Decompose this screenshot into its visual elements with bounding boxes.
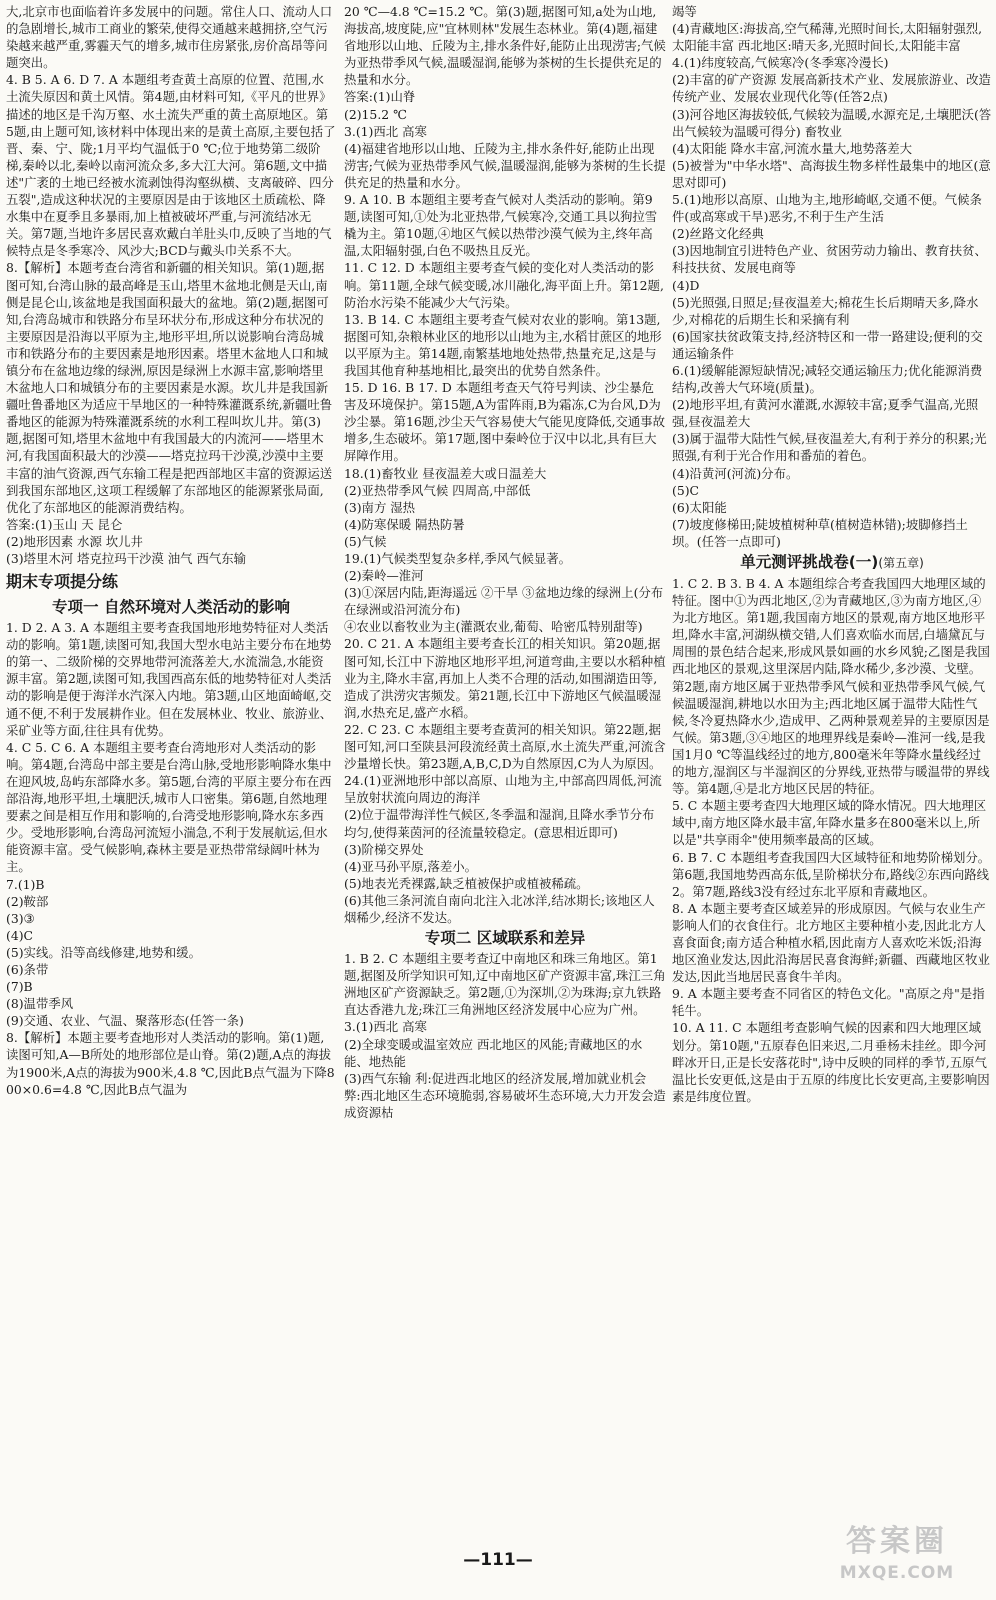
answer-line: (5)气候 (344, 533, 387, 549)
subsection-heading: 专项一 自然环境对人类活动的影响 (52, 598, 290, 617)
answer-paragraph: 6. B 7. C 本题组考查我国四大区域特征和地势阶梯划分。第6题,我国地势西高东低,呈阶梯状分布,路线②东西向路线2。第7题,路线3没有经过东北平原和青藏地区。 (672, 849, 991, 899)
answer-line: (6)太阳能 (672, 499, 727, 515)
column-right (672, 3, 992, 1543)
answer-line: 5.(1)地形以高原、山地为主,地形崎岖,交通不便。气候条件(或高寒或干旱)恶劣,不利于生产生活 (672, 192, 982, 225)
answer-line: (4)C (6, 927, 34, 943)
answer-line: (3)③ (6, 910, 35, 926)
column-middle (344, 3, 666, 1543)
unit-test-chapter: (第五章) (878, 556, 924, 570)
column-left (6, 3, 336, 1543)
answer-paragraph: 22. C 23. C 本题组主要考查黄河的相关知识。第22题,据图可知,河口至陕县河段流经黄土高原,水土流失严重,河流含沙量增长快。第23题,A,B,C,D为自然原因,C为人为原因。 (344, 721, 666, 772)
watermark-text: 答案圈 (846, 1524, 948, 1559)
answer-line: (3)塔里木河 塔克拉玛干沙漠 油气 西气东输 (6, 551, 247, 566)
answer-paragraph: 1. D 2. A 3. A 本题组主要考查我国地形地势特征对人类活动的影响。第1题,读图可知,我国大型水电站主要分布在地势的第一、二级阶梯的交界地带河流落差大,水流湍急,水能资源丰富。第2题,读图可知,我国西高东低的地势特征对人类活动的影响是便于海洋水汽深入内地。第3题,山区地面崎岖,交通不便,不利于发展耕作业。但在发展林业、牧业、旅游业、采矿业等方面,往往具有优势。 (6, 620, 333, 738)
answer-line: 19.(1)气候类型复杂多样,季风气候显著。 (344, 551, 572, 566)
answer-paragraph: 10. A 11. C 本题组考查影响气候的因素和四大地理区域划分。第10题,"五原春色旧来迟,二月垂杨未挂丝。即今河畔冰开日,正是长安落花时",诗中反映的同样的季节,五原气温比长安更低,这是由于五原的纬度比长安更高,主要影响因素是纬度位置。 (672, 1020, 990, 1104)
answer-line: (3)南方 湿热 (344, 499, 416, 515)
subsection-heading: 专项二 区域联系和差异 (424, 929, 586, 948)
watermark-url: MXQE.COM (839, 1563, 955, 1583)
answer-line: (5)实线。沿等高线修建,地势和缓。 (6, 944, 201, 960)
answer-line: (2)15.2 ℃ (344, 106, 407, 122)
answer-line: 7.(1)B (6, 876, 45, 892)
answer-line: 4.(1)纬度较高,气候寒冷(冬季寒冷漫长) (672, 55, 889, 71)
paragraph: 20 ℃—4.8 ℃=15.2 ℃。第(3)题,据图可知,a处为山地,海拔高,坡度陡,应"宜林则林"发展生态林业。第(4)题,福建省地形以山地、丘陵为主,排水条件好,能防止出现涝害;气候为亚热带季风气候,温暖湿润,能够为茶树的生长提供充足的热量和水分。 (344, 4, 666, 88)
answer-paragraph: 15. D 16. B 17. D 本题组考查天气符号判读、沙尘暴危害及环境保护。第15题,A为雷阵雨,B为霜冻,C为台风,D为沙尘暴。第16题,沙尘天气容易使大气能见度降低,交通事故增多,生态破坏。第17题,图中秦岭位于汉中以北,具有巨大屏障作用。 (344, 380, 666, 464)
answer-line: (7)B (6, 979, 33, 995)
answer-line: (2)秦岭—淮河 (344, 568, 424, 584)
answer-line: (2)丝路文化经典 (672, 226, 764, 242)
analysis-paragraph: 8.【解析】本题主要考查地形对人类活动的影响。第(1)题,读图可知,A—B所处的地形部位是山脊。第(2)题,A点的海拔为1900米,A点的海拔为900米,4.8 ℃,因此B点气温为下降800×0.6=4.8 ℃,因此B点气温为 (6, 1030, 335, 1097)
answer-line: 答案:(1)山脊 (344, 89, 416, 105)
answer-line: (4)福建省地形以山地、丘陵为主,排水条件好,能防止出现涝害;气候为亚热带季风气候,温暖湿润,能够为茶树的生长提供充足的热量和水分。 (344, 140, 666, 190)
answer-line: (5)C (672, 482, 700, 498)
answer-paragraph: 4. C 5. C 6. A 本题组主要考查台湾地形对人类活动的影响。第4题,台湾岛中部主要是台湾山脉,受地形影响降水集中在迎风坡,岛屿东部降水多。第5题,台湾的平原主要分布在西部沿海,地形平坦,土壤肥沃,城市人口密集。第6题,自然地理要素之间是相互作用和影响的,台湾受地形影响,降水东多西少。受地形影响,台湾岛河流短小湍急,不利于发展航运,但水能资源丰富。受气候影响,森林主要是亚热带常绿阔叶林为主。 (6, 739, 332, 875)
answer-line: 6.(1)缓解能源短缺情况;减轻交通运输压力;优化能源消费结构,改善大气环境(质量)。 (672, 362, 983, 396)
answer-line: (4)D (672, 277, 700, 293)
answer-line: (2)全球变暖或温室效应 西北地区的风能;青藏地区的水能、地热能 (344, 1036, 643, 1069)
answer-line: (2)位于温带海洋性气候区,冬季温和湿润,且降水季节分布均匀,使得莱茵河的径流量较稳定。(意思相近即可) (344, 807, 655, 840)
answer-line: (5)被誉为"中华水塔"、高海拔生物多样性最集中的地区(意思对即可) (672, 157, 991, 190)
answer-paragraph: 1. B 2. C 本题组主要考查辽中南地区和珠三角地区。第1题,据图及所学知识可知,辽中南地区矿产资源丰富,珠江三角洲地区矿产资源缺乏。第2题,①为深圳,②为珠海;京九铁路直达香港九龙;珠江三角洲地区经济发展中心应为广州。 (344, 951, 666, 1018)
answer-paragraph: 9. A 10. B 本题组主要考查气候对人类活动的影响。第9题,读图可知,①处为北亚热带,气候寒冷,交通工具以狗拉雪橇为主。第10题,④地区气候以热带沙漠气候为主,终年高温,太阳辐射强,白色不吸热且反光。 (344, 192, 658, 259)
analysis-paragraph: 8.【解析】本题考查台湾省和新疆的相关知识。第(1)题,据图可知,台湾山脉的最高峰是玉山,塔里木盆地北侧是天山,南侧是昆仑山,该盆地是我国面积最大的盆地。第(2)题,据图可知,台湾岛城市和铁路分布呈环状分布,形成这种分布状况的主要原因是沿海以平原为主,地形平坦,所以说影响台湾岛城市和铁路分布的主要因素是地形因素。塔里木盆地人口和城镇分布在盆地边缘的绿洲,原因是绿洲上水源丰富,影响塔里木盆地人口和城镇分布的主要因素是水源。坎儿井是我国新疆吐鲁番地区为适应干旱地区的一种特殊灌溉系统,新疆吐鲁番地区的能源为特殊灌溉系统的水利工程叫坎儿井。第(3)题,据图可知,塔里木盆地中有我国最大的内流河——塔里木河,有我国面积最大的沙漠——塔克拉玛干沙漠,沙漠中主要丰富的油气资源,西气东输工程是把西部地区丰富的资源运送到我国东部地区,这项工程缓解了东部地区的能源紧张局面,优化了东部地区的能源消费结构。 (6, 260, 333, 515)
page-number: —111— (463, 1550, 533, 1570)
answer-paragraph: 4. B 5. A 6. D 7. A 本题组考查黄土高原的位置、范围,水土流失原因和黄土风情。第4题,由材料可知,《平凡的世界》描述的地区是千沟万壑、水土流失严重的黄土高原地区。第5题,由上题可知,该材料中体现出来的是黄土高原,主要包括了晋、秦、宁、陇;1月平均气温低于0 ℃;位于地势第二级阶梯,秦岭以北,秦岭以南河流众多,多大江大河。第6题,文中描述"广袤的土地已经被水流剥蚀得沟壑纵横、支离破碎、四分五裂",造成这种状况的主要原因是由于该地区土质疏松、降水集中在夏季且多暴雨,加上植被破坏严重,与河流结冰无关。第7题,当地许多居民喜欢戴白羊肚头巾,反映了当地的气候特点是冬季寒冷、风沙大;BCD与戴头巾关系不大。 (6, 72, 336, 259)
answer-line: (9)交通、农业、气温、聚落形态(任答一条) (6, 1013, 244, 1029)
answer-line: 答案:(1)玉山 天 昆仑 (6, 516, 123, 532)
answer-line: (2)亚热带季风气候 四周高,中部低 (344, 482, 531, 498)
section-heading: 期末专项提分练 (6, 572, 119, 592)
watermark-logo (812, 1522, 982, 1592)
answer-paragraph: 13. B 14. C 本题组主要考查气候对农业的影响。第13题,据图可知,杂粮林业区的地形以山地为主,水稻甘蔗区的地形以平原为主。第14题,南繁基地地处热带,热量充足,这是与我国其他育种基地相比,最突出的优势自然条件。 (344, 311, 662, 378)
answer-line: (6)其他三条河流自南向北注入北冰洋,结冰期长;该地区人烟稀少,经济不发达。 (344, 892, 655, 925)
answer-line: (8)温带季风 (6, 996, 74, 1012)
answer-line: (2)丰富的矿产资源 发展高新技术产业、发展旅游业、改造传统产业、发展农业现代化等(任答2点) (672, 72, 991, 105)
answer-line: ④农业以畜牧业为主(灌溉农业,葡萄、哈密瓜特别甜等) (344, 619, 643, 635)
answer-paragraph: 1. C 2. B 3. B 4. A 本题组综合考查我国四大地理区域的特征。图中①为西北地区,②为青藏地区,③为南方地区,④为北方地区。第1题,我国南方地区的景观,南方地区地形平坦,降水丰富,河湖纵横交错,人们喜欢临水而居,白墙黛瓦与周围的景色结合起来,形成风景如画的水乡风貌;乙图是我国西北地区的景观,这里深居内陆,降水稀少,多沙漠、戈壁。第2题,南方地区属于亚热带季风气候和亚热带季风气候,气候温暖湿润,耕地以水田为主;西北地区属于温带大陆性气候,冬冷夏热降水少,造成甲、乙两种景观差异的主要原因是气候。第3题,③④地区的地理界线是秦岭—淮河一线,是我国1月0 ℃等温线经过的地方,800毫米年等降水量线经过的地方,湿润区与半湿润区的分界线,亚热带与暖温带的界线等。第4题,④是北方地区民居的特征。 (672, 576, 990, 797)
paragraph: 竭等 (672, 4, 697, 19)
answer-line: (2)地形因素 水源 坎儿井 (6, 533, 143, 549)
answer-line: (2)地形平坦,有黄河水灌溉,水源较丰富;夏季气温高,光照强,昼夜温差大 (672, 397, 979, 430)
answer-line: (3)阶梯交界处 (344, 841, 424, 857)
answer-line: (4)沿黄河(河流)分布。 (672, 465, 799, 481)
answer-line: 3.(1)西北 高寒 (344, 123, 427, 139)
answer-line: (4)青藏地区:海拔高,空气稀薄,光照时间长,太阳辐射强烈,太阳能丰富 西北地区:晴天多,光照时间长,太阳能丰富 (672, 21, 983, 54)
paragraph: 大,北京市也面临着许多发展中的问题。常住人口、流动人口的急剧增长,城市工商业的繁荣,使得交通越来越拥挤,空气污染越来越严重,雾霾天气的增多,城市住房紧张,房价高昂等问题突出。 (6, 4, 333, 71)
answer-line: 18.(1)畜牧业 昼夜温差大或日温差大 (344, 465, 547, 481)
answer-line: (3)河谷地区海拔较低,气候较为温暖,水源充足,土壤肥沃(答出气候较为温暖可得分) 畜牧业 (672, 106, 992, 139)
unit-test-title: 单元测评挑战卷(一) (740, 553, 879, 571)
answer-line: (6)国家扶贫政策支持,经济特区和一带一路建设;便利的交通运输条件 (672, 328, 983, 361)
answer-paragraph: 9. A 本题主要考查不同省区的特色文化。"高原之舟"是指牦牛。 (672, 986, 985, 1019)
answer-line: (4)亚马孙平原,落差小。 (344, 858, 478, 874)
answer-line: (7)坡度修梯田;陡坡植树种草(植树造林错);坡脚修挡土坝。(任答一点即可) (672, 516, 968, 549)
answer-line: (4)太阳能 降水丰富,河流水量大,地势落差大 (672, 140, 913, 156)
answer-line: 24.(1)亚洲地形中部以高原、山地为主,中部高四周低,河流呈放射状流向周边的海洋 (344, 773, 662, 806)
answer-line: (6)条带 (6, 961, 49, 977)
answer-line: (3)属于温带大陆性气候,昼夜温差大,有利于养分的积累;光照强,有利于光合作用和番茄的着色。 (672, 431, 987, 464)
answer-line: 3.(1)西北 高寒 (344, 1019, 427, 1035)
answer-line: (3)因地制宜引进特色产业、贫困劳动力输出、教育扶贫、科技扶贫、发展电商等 (672, 243, 987, 276)
answer-line: (5)地表光秃裸露,缺乏植被保护或植被稀疏。 (344, 875, 589, 891)
answer-line: (3)①深居内陆,距海遥远 ②干旱 ③盆地边缘的绿洲上(分布在绿洲或沿河流分布) (344, 585, 664, 618)
answer-paragraph: 20. C 21. A 本题组主要考查长江的相关知识。第20题,据图可知,长江中下游地区地形平坦,河道弯曲,主要以水稻种植业为主,降水丰富,再加上人类不合理的活动,如围湖造田等,造成了洪涝灾害频发。第21题,长江中下游地区气候温暖湿润,水热充足,盛产水稻。 (344, 636, 666, 720)
answer-line: (3)西气东输 利:促进西北地区的经济发展,增加就业机会 弊:西北地区生态环境脆弱,容易破坏生态环境,大力开发会造成资源枯 (344, 1070, 666, 1120)
answer-paragraph: 5. C 本题主要考查四大地理区域的降水情况。四大地理区域中,南方地区降水最丰富,年降水量多在800毫米以上,所以是"共享雨伞"使用频率最高的区域。 (672, 798, 987, 848)
answer-paragraph: 11. C 12. D 本题组主要考查气候的变化对人类活动的影响。第11题,全球气候变暖,冰川融化,海平面上升。第12题,防治水污染不能减少大气污染。 (344, 260, 664, 310)
answer-line: (2)鞍部 (6, 893, 49, 909)
answer-paragraph: 8. A 本题主要考查区域差异的形成原因。气候与农业生产影响人们的衣食住行。北方地区主要种植小麦,因此北方人喜食面食;南方适合种植水稻,因此南方人喜欢吃米饭;沿海地区渔业发达,因此沿海居民喜食海鲜;新疆、西藏地区牧业发达,因此当地居民喜食牛羊肉。 (672, 900, 990, 985)
answer-line: (5)光照强,日照足;昼夜温差大;棉花生长后期晴天多,降水少,对棉花的后期生长和采摘有利 (672, 294, 979, 327)
answer-line: (4)防寒保暖 隔热防暑 (344, 516, 465, 532)
subsection-heading (672, 551, 992, 574)
